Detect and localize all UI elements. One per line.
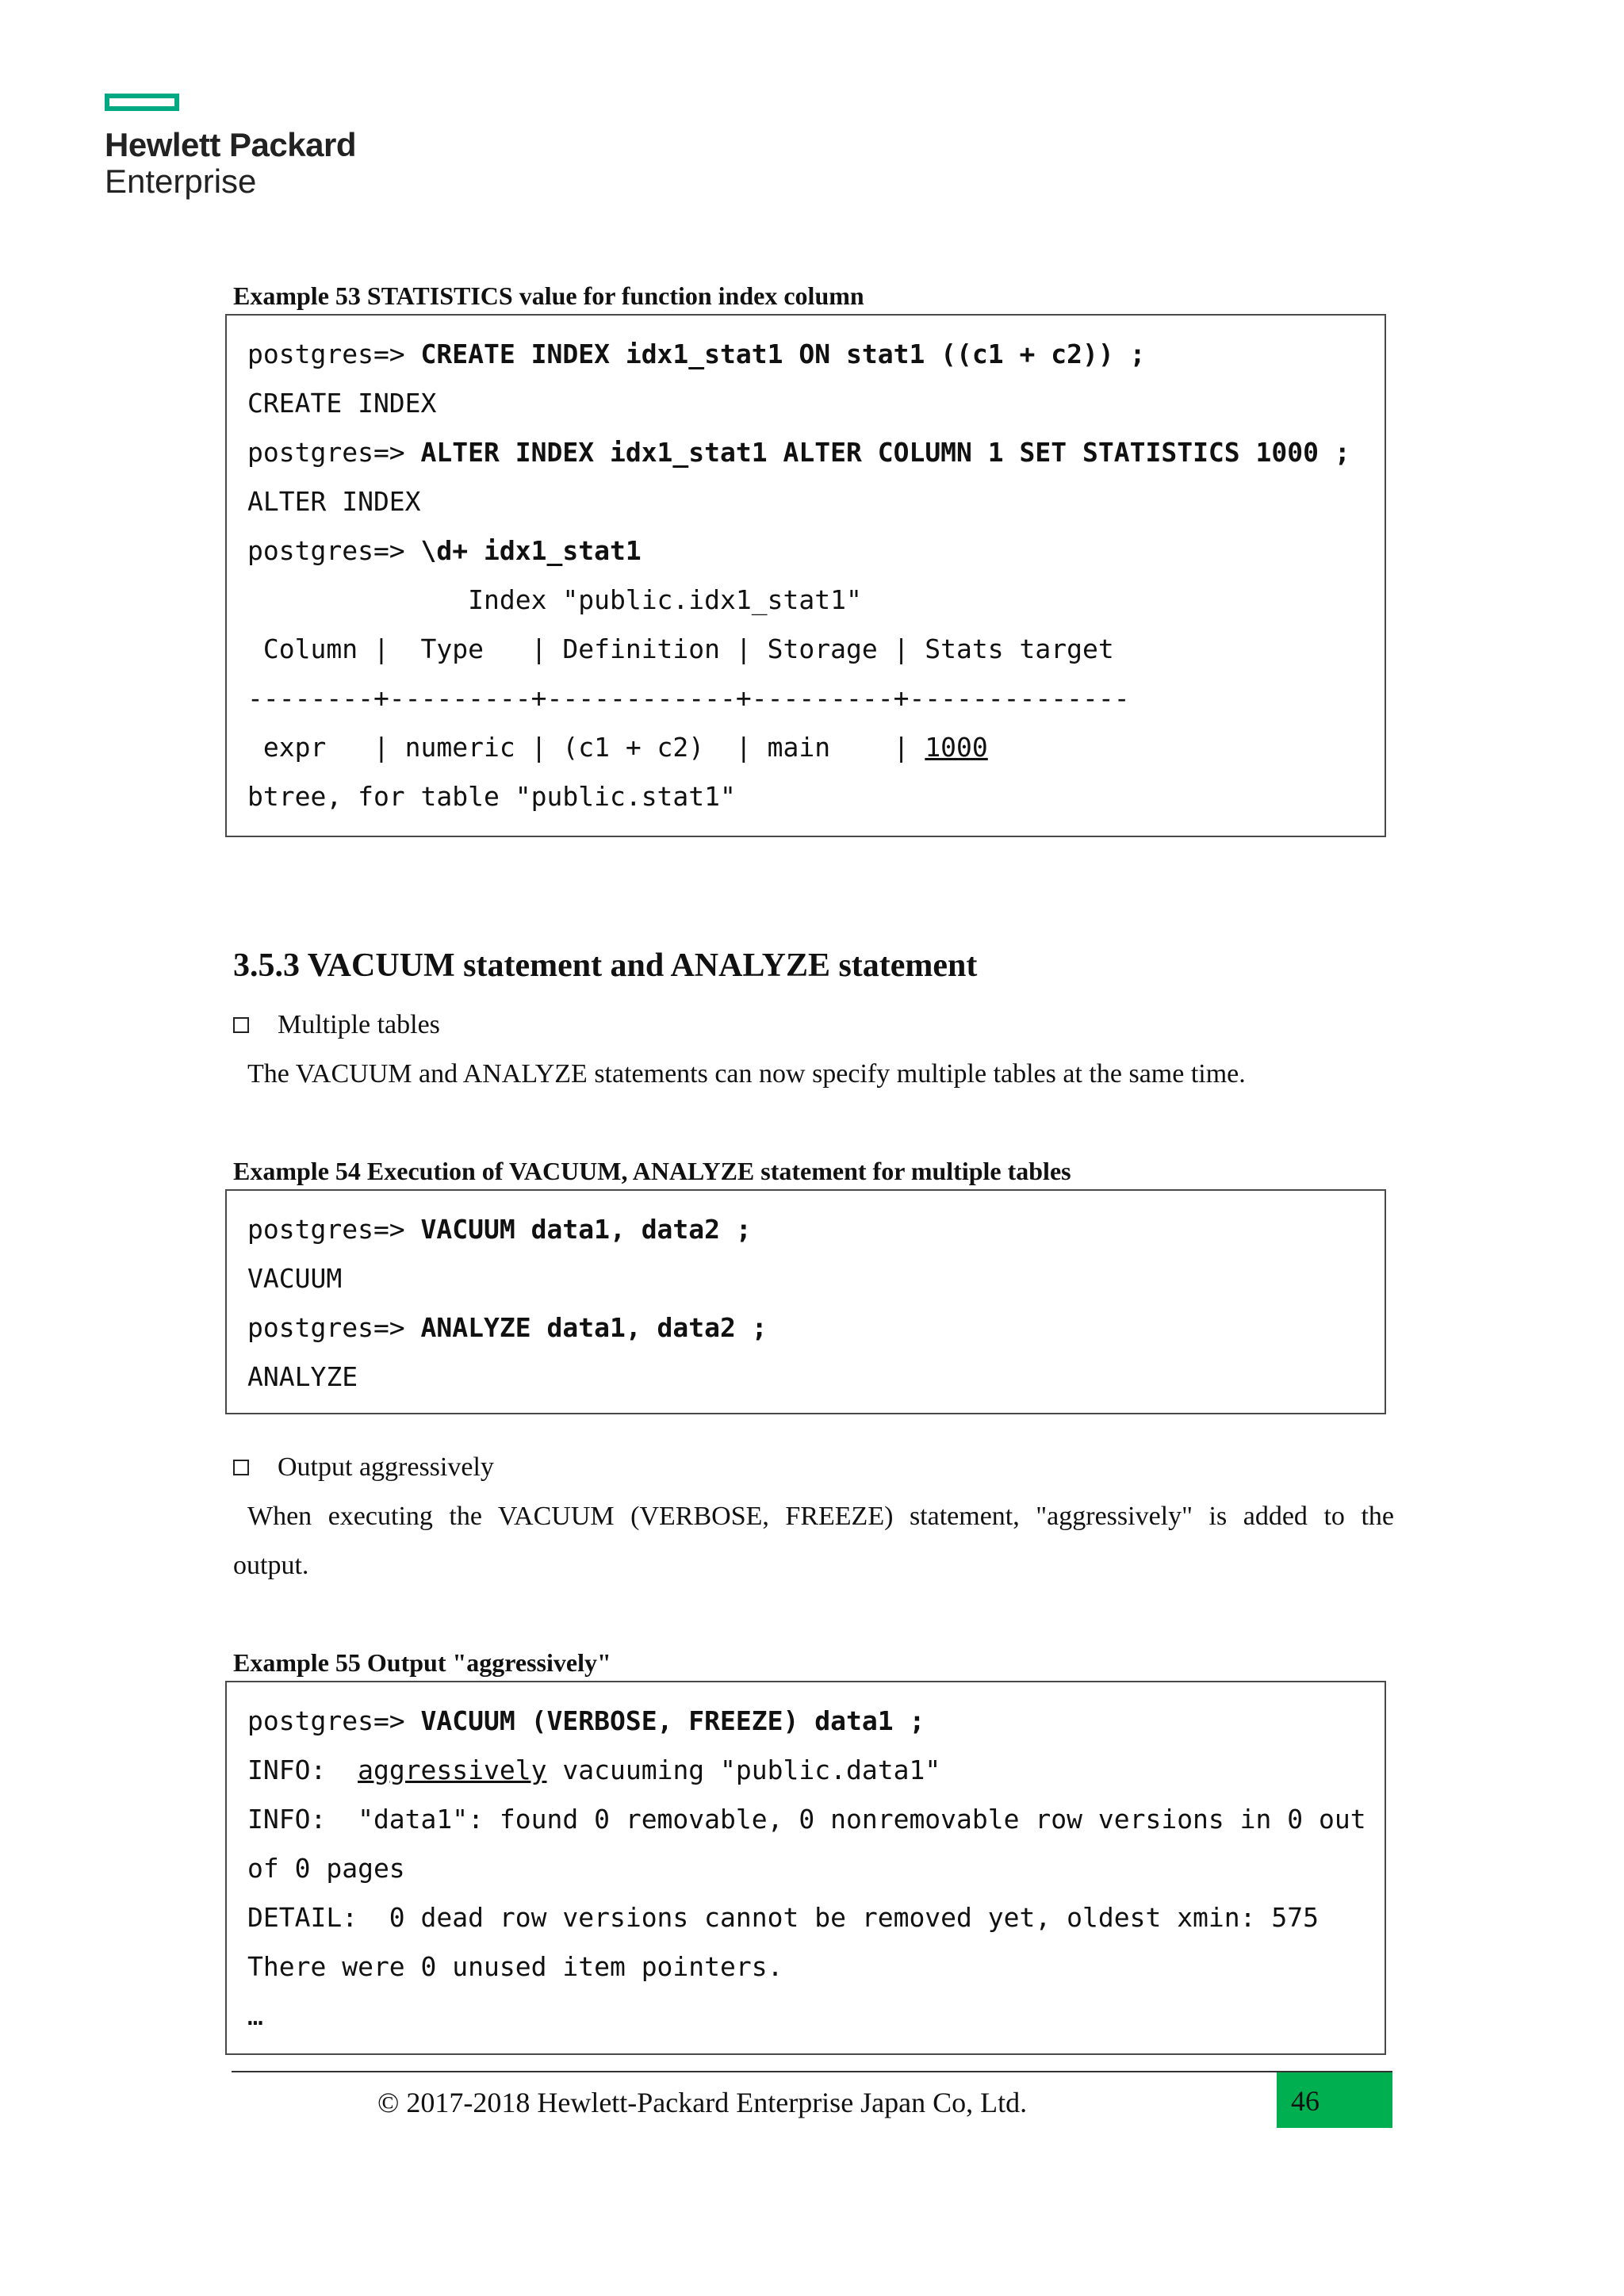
page-number: 46 [1291,2085,1320,2117]
example55-code-block [225,1681,1386,2055]
code-output: ALTER INDEX [247,486,421,517]
section-heading: 3.5.3 VACUUM statement and ANALYZE statement [233,947,978,984]
code-line [247,1254,1385,1303]
code-output: CREATE INDEX [247,388,437,419]
bullet-label: Output aggressively [278,1452,494,1482]
code-command: VACUUM data1, data2 ; [420,1214,752,1245]
code-output: --------+---------+------------+---------+-------------- [247,683,1130,714]
code-line [247,1353,1385,1402]
code-output: vacuuming "public.data1" [546,1755,941,1785]
hpe-logo [105,94,356,200]
example53-caption: Example 53 STATISTICS value for function index column [233,281,864,310]
code-command: ALTER INDEX idx1_stat1 ALTER COLUMN 1 SET STATISTICS 1000 ; [420,437,1350,468]
code-line [247,526,1385,576]
code-line [247,330,1385,379]
code-output: ANALYZE [247,1361,358,1392]
code-output: INFO: [247,1755,358,1785]
code-line [247,1893,1385,1942]
paragraph-aggressively-line2: output. [233,1551,309,1580]
code-output: There were 0 unused item pointers. [247,1951,783,1982]
code-line [247,625,1385,674]
code-line [247,1844,1385,1893]
code-output: of 0 pages [247,1853,405,1884]
code-line [247,723,1385,772]
code-command: CREATE INDEX idx1_stat1 ON stat1 ((c1 + c2)) ; [420,339,1146,369]
code-prompt: postgres=> [247,1312,421,1343]
bullet-output-aggressively [233,1451,494,1484]
example53-code-block [225,314,1386,837]
code-highlight: aggressively [358,1755,547,1785]
code-line [247,477,1385,526]
footer-divider [232,2071,1392,2072]
code-output: Column | Type | Definition | Storage | Stats target [247,633,1114,664]
code-line [247,674,1385,723]
code-prompt: postgres=> [247,1705,421,1736]
code-output: expr | numeric | (c1 + c2) | main | [247,732,925,763]
code-output: btree, for table "public.stat1" [247,781,736,812]
logo-text-line1: Hewlett Packard [105,126,356,163]
square-bullet-icon [233,1017,249,1033]
code-line [247,428,1385,477]
hpe-logo-mark [105,94,179,111]
code-command: ANALYZE data1, data2 ; [420,1312,768,1343]
code-line [247,1746,1385,1795]
example55-caption: Example 55 Output "aggressively" [233,1648,611,1677]
example54-caption: Example 54 Execution of VACUUM, ANALYZE statement for multiple tables [233,1157,1071,1185]
code-line [247,1795,1385,1844]
code-output: INFO: "data1": found 0 removable, 0 nonremovable row versions in 0 out [247,1804,1366,1835]
example54-code-block [225,1189,1386,1414]
code-output: Index "public.idx1_stat1" [247,584,862,615]
code-line [247,1697,1385,1746]
bullet-multiple-tables [233,1008,440,1042]
paragraph-multiple-tables: The VACUUM and ANALYZE statements can now specify multiple tables at the same time. [247,1059,1246,1089]
logo-text-line2: Enterprise [105,163,257,200]
page-number-box [1277,2072,1392,2128]
code-highlight: 1000 [925,732,988,763]
code-line [247,1942,1385,1992]
code-prompt: postgres=> [247,535,421,566]
code-line [247,1992,1385,2041]
paragraph-aggressively-line1: When executing the VACUUM (VERBOSE, FREEZE) statement, "aggressively" is added to the [247,1502,1394,1531]
code-prompt: postgres=> [247,1214,421,1245]
code-line [247,576,1385,625]
bullet-label: Multiple tables [278,1010,440,1039]
code-line [247,772,1385,821]
code-prompt: postgres=> [247,339,421,369]
code-output: … [247,2000,263,2031]
code-line [247,1205,1385,1254]
code-line [247,1303,1385,1353]
code-output: DETAIL: 0 dead row versions cannot be removed yet, oldest xmin: 575 [247,1902,1320,1933]
code-line [247,379,1385,428]
code-command: \d+ idx1_stat1 [420,535,642,566]
code-command: VACUUM (VERBOSE, FREEZE) data1 ; [420,1705,925,1736]
code-prompt: postgres=> [247,437,421,468]
square-bullet-icon [233,1460,249,1475]
footer-copyright: © 2017-2018 Hewlett-Packard Enterprise Japan Co, Ltd. [377,2087,1028,2118]
code-output: VACUUM [247,1263,343,1294]
